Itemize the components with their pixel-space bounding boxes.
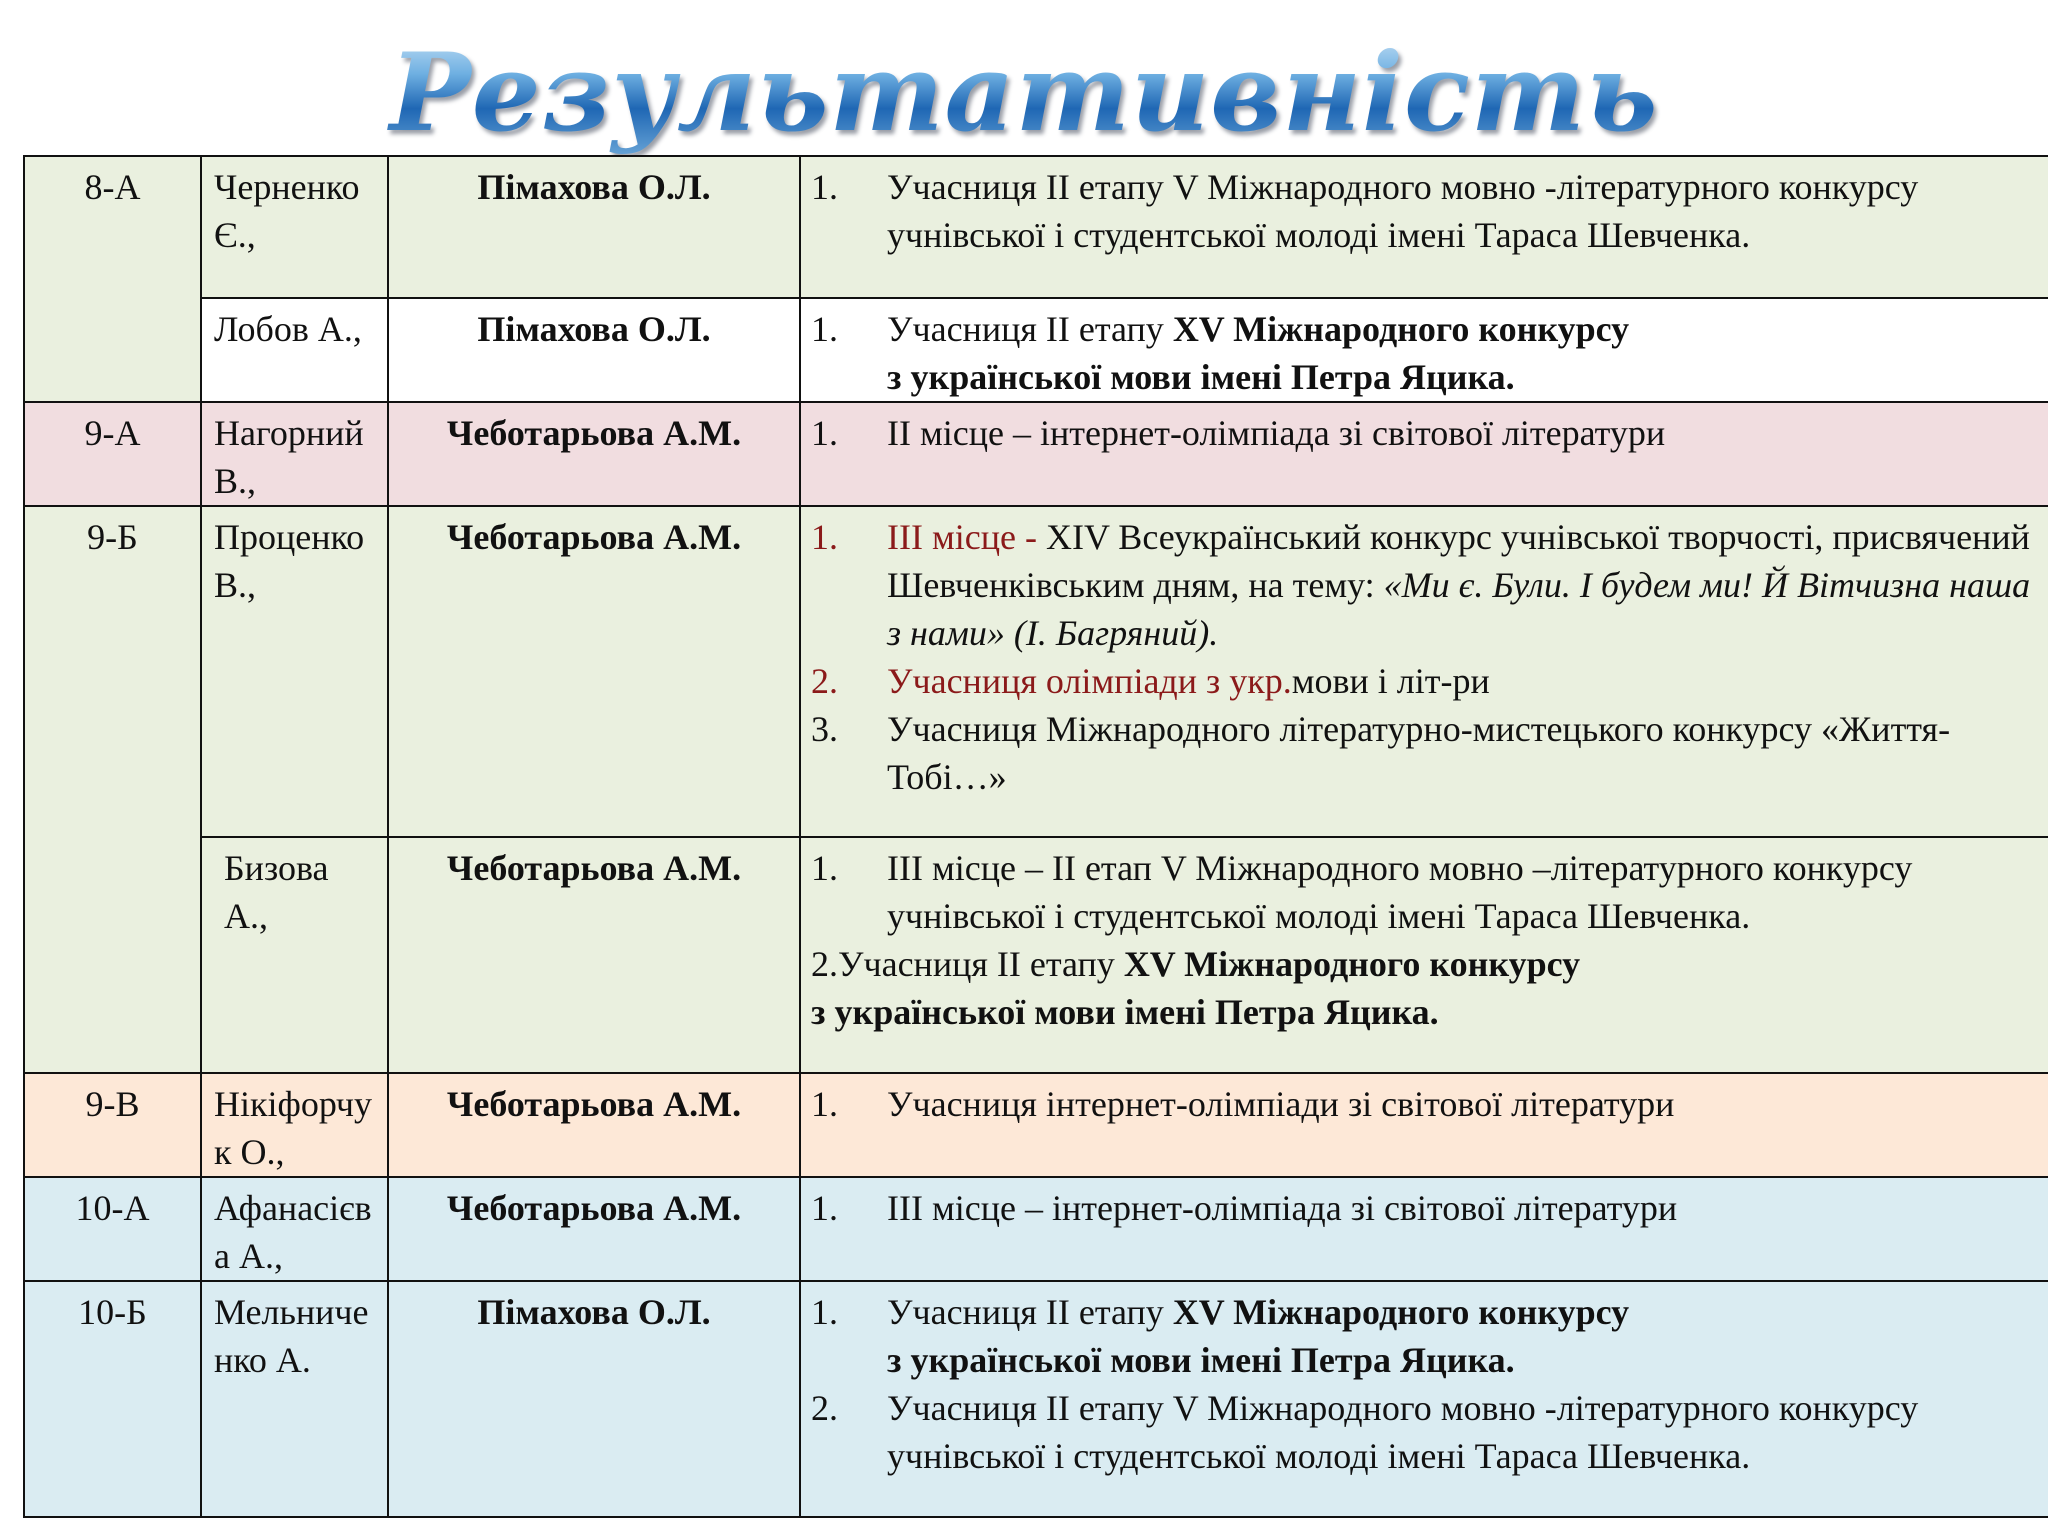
student-cell: Афанасієва А.,: [201, 1177, 388, 1281]
achievement-item: 1. Учасниця ІІ етапу ХV Міжнародного конкурсу з української мови імені Петра Яцика.: [811, 309, 1630, 397]
teacher-cell: Пімахова О.Л.: [388, 156, 800, 298]
achievements-cell: [800, 837, 2048, 1073]
table-row: [24, 506, 2048, 837]
achievement-item: 1. Учасниця ІІ етапу V Міжнародного мовно -літературного конкурсу учнівської і студентської молоді імені Тараса Шевченка.: [811, 167, 1919, 255]
achievement-item: 3. Учасниця Міжнародного літературно-мистецького конкурсу «Життя-Тобі…»: [811, 709, 1951, 797]
achievement-item: 1. ІІІ місце - ХІV Всеукраїнський конкурс учнівської творчості, присвячений Шевченківським дням, на тему: «Ми є. Були. І будем ми! Й Вітчизна наша з нами» (І. Багряний).: [811, 517, 2031, 653]
achievements-cell: [800, 402, 2048, 506]
achievement-item: 1. ІІІ місце – інтернет-олімпіада зі світової літератури: [811, 1188, 1678, 1228]
table-row: [24, 298, 2048, 402]
student-cell: Мельниченко А.: [201, 1281, 388, 1517]
results-table: [23, 155, 2048, 1518]
class-cell: 9-В: [24, 1073, 201, 1177]
achievements-cell: [800, 1073, 2048, 1177]
achievements-cell: [800, 1281, 2048, 1517]
teacher-cell: Чеботарьова А.М.: [388, 1073, 800, 1177]
class-cell: 9-Б: [24, 506, 201, 1073]
achievements-cell: [800, 156, 2048, 298]
student-cell: Бизова А.,: [201, 837, 388, 1073]
class-cell: 8-А: [24, 156, 201, 402]
page-title: Результативність: [0, 28, 2048, 158]
achievement-item: 2. Учасниця олімпіади з укр.мови і літ-ри: [811, 661, 1490, 701]
achievement-item: 1. Учасниця ІІ етапу ХV Міжнародного конкурсу з української мови імені Петра Яцика.: [811, 1292, 1630, 1380]
student-cell: Проценко В.,: [201, 506, 388, 837]
teacher-cell: Чеботарьова А.М.: [388, 506, 800, 837]
table-row: [24, 1073, 2048, 1177]
achievement-item: 1. ІІ місце – інтернет-олімпіада зі світової літератури: [811, 413, 1666, 453]
achievements-cell: [800, 298, 2048, 402]
achievement-item: 1. ІІІ місце – ІІ етап V Міжнародного мовно –літературного конкурсу учнівської і студентської молоді імені Тараса Шевченка.: [811, 848, 1913, 936]
teacher-cell: Чеботарьова А.М.: [388, 837, 800, 1073]
achievement-item: 2.Учасниця ІІ етапу ХV Міжнародного конкурсу з української мови імені Петра Яцика.: [811, 944, 1581, 1032]
achievement-item: 1. Учасниця інтернет-олімпіади зі світової літератури: [811, 1084, 1675, 1124]
teacher-cell: Чеботарьова А.М.: [388, 1177, 800, 1281]
achievements-cell: [800, 1177, 2048, 1281]
student-cell: Лобов А.,: [201, 298, 388, 402]
achievements-cell: [800, 506, 2048, 837]
student-cell: Нікіфорчук О.,: [201, 1073, 388, 1177]
student-cell: Нагорний В.,: [201, 402, 388, 506]
student-cell: Черненко Є.,: [201, 156, 388, 298]
class-cell: 10-А: [24, 1177, 201, 1281]
table-row: [24, 1177, 2048, 1281]
table-row: [24, 156, 2048, 298]
achievement-item: 2. Учасниця ІІ етапу V Міжнародного мовно -літературного конкурсу учнівської і студентської молоді імені Тараса Шевченка.: [811, 1388, 1919, 1476]
teacher-cell: Пімахова О.Л.: [388, 1281, 800, 1517]
table-row: [24, 402, 2048, 506]
teacher-cell: Чеботарьова А.М.: [388, 402, 800, 506]
table-row: [24, 1281, 2048, 1517]
teacher-cell: Пімахова О.Л.: [388, 298, 800, 402]
table-row: [24, 837, 2048, 1073]
class-cell: 10-Б: [24, 1281, 201, 1517]
class-cell: 9-А: [24, 402, 201, 506]
